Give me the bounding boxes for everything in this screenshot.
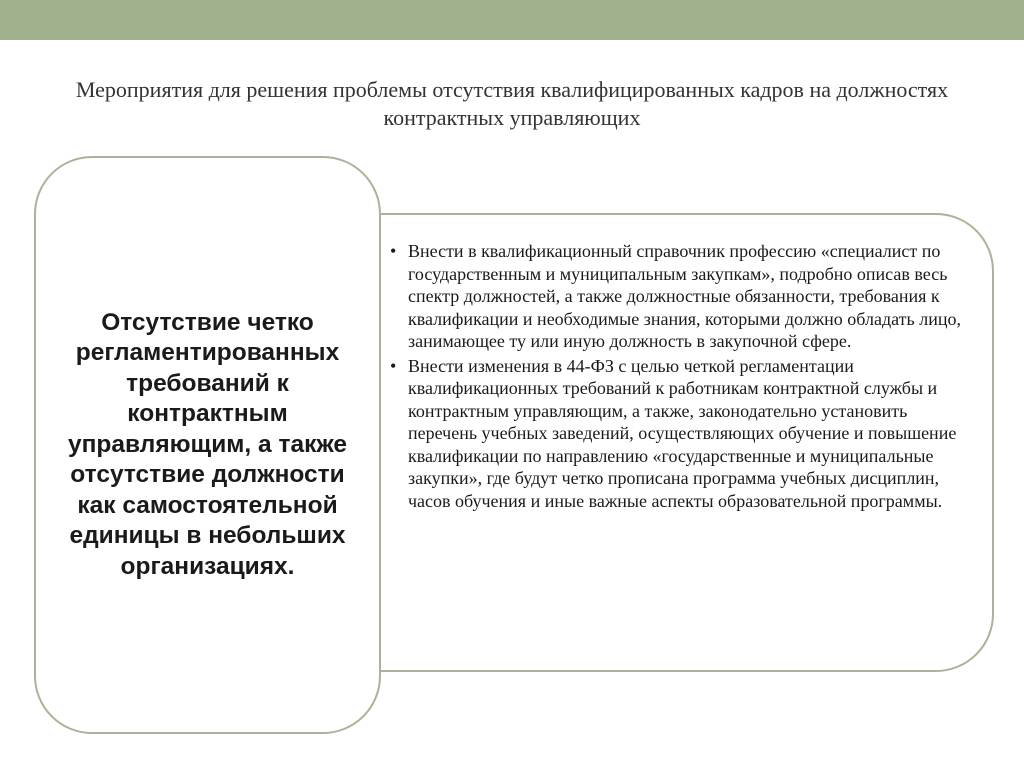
measure-item xyxy=(388,355,980,513)
slide-title: Мероприятия для решения проблемы отсутствия квалифицированных кадров на должностях контрактных управляющих xyxy=(75,77,949,130)
bullet-icon: • xyxy=(390,241,397,261)
top-accent-bar xyxy=(0,0,1024,40)
measure-text: Внести в квалификационный справочник профессию «специалист по государственным и муниципальным закупкам», подробно описав весь спектр должностей, а также должностные обязанности, требования к квалификации и необходимые знания, которыми должно обладать лицо, занимающее ту или иную должность в закупочной сфере. xyxy=(408,241,961,351)
measure-text: Внести изменения в 44-ФЗ с целью четкой регламентации квалификационных требований к работникам контрактной службы и контрактным управляющим, а также, законодательно установить перечень учебных заведений, осуществляющих обучение и повышение квалификации по направлению «государственные и муниципальные закупки», где будут четко прописана программа учебных дисциплин, часов обучения и иные важные аспекты образовательной программы. xyxy=(408,355,957,511)
measures-list xyxy=(388,240,980,514)
problem-text: Отсутствие четко регламентированных требований к контрактным управляющим, а также отсутствие должности как самостоятельной единицы в небольших организациях. xyxy=(68,308,347,580)
bullet-icon: • xyxy=(390,355,397,376)
problem-box xyxy=(34,156,381,734)
measure-item xyxy=(388,240,980,353)
